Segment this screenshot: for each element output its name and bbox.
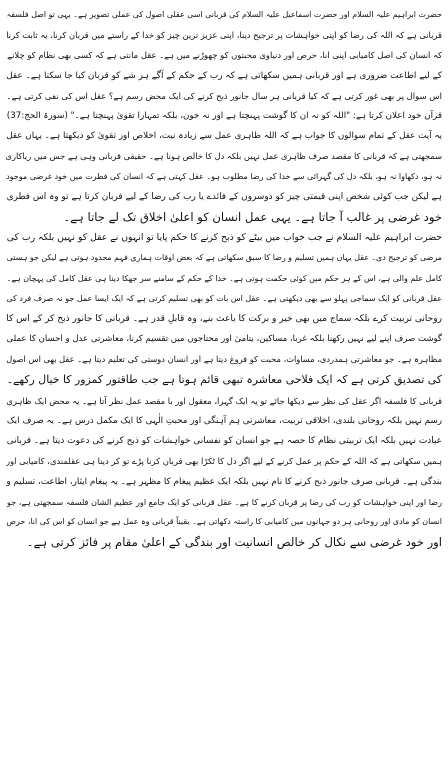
text-line: سمجھتی ہے کہ قربانی کا مقصد صرف ظاہری عمل نہیں بلکہ دل کا خالص ہونا ہے۔ حقیقی قربانی وہی ہے جس میں ریاکاری	[6, 151, 442, 162]
text-line: قربانی ہے کہ اللہ کی رضا کو اپنی خواہشات پر ترجیح دینا، اپنی عزیز ترین چیز کو خدا کے راستے میں قربان کرنا، یہ ثابت کرنا	[6, 30, 442, 41]
text-line: قربانی کا فلسفہ اگر عقل کی نظر سے دیکھا جائے تو یہ ایک گہرا، معقول اور با مقصد عمل نظر آتا ہے۔ یہ محض ایک ظاہری	[6, 395, 442, 406]
text-line: کہ انسان کی اصل کامیابی اپنی انا، حرص اور دنیاوی محبتوں کو چھوڑنے میں ہے۔ عقل مانتی ہے کہ کسی بھی نظام کو چلانے	[7, 50, 442, 61]
text-line: گوشت صرف اپنے لیے نہیں رکھنا بلکہ غربا، مساکین، یتامیٰ اور محتاجوں میں تقسیم کرنا، معاشرتی عدل و احسان کا عملی	[6, 334, 442, 345]
text-line: یہ آیت عقل کے تمام سوالوں کا جواب ہے کہ اللہ ظاہری عمل سے زیادہ نیت، اخلاص اور تقویٰ کو دیکھتا ہے۔ یہاں عقل	[6, 131, 442, 142]
text-line: کامل علم والی ہے، اس کے ہر حکم میں کوئی حکمت ہوتی ہے۔ خدا کے حکم کے سامنے سر جھکا دینا ہی عقل کامل کی پہچان ہے۔	[6, 273, 442, 283]
text-line: کے لیے اطاعت ضروری ہے اور قربانی ہمیں سکھاتی ہے کہ رب کے حکم کے آگے ہر شے کو قربان کیا جا سکتا ہے۔ عقل	[6, 70, 442, 81]
text-line: خود غرضی پر غالب آ جاتا ہے۔ یہی عمل انسان کو اعلیٰ اخلاق تک لے جاتا ہے۔	[63, 210, 442, 225]
article-body	[6, 5, 442, 552]
text-line: بندگی ہے۔ قربانی صرف جانور ذبح کرنے کا نام نہیں بلکہ ایک عظیم پیغام کا مظہر ہے۔ یہ پیغام ایثار، اطاعت، تسلیم و	[6, 476, 442, 487]
text-line: عبادت نہیں بلکہ ایک تربیتی نظام کا حصہ ہے جو انسان کو نفسانی خواہشات کو ذبح کرنے کی دعوت دیتا ہے۔ قربانی	[6, 436, 442, 447]
text-line: ہے لیکن جب کوئی شخص اپنی قیمتی چیز کو دوسروں کے فائدے یا رب کی رضا کے لیے قربان کرتا ہے تو وہ اس فطری	[6, 191, 442, 202]
text-line: اور خود غرضی سے نکال کر خالص انسانیت اور بندگی کے اعلیٰ مقام پر فائز کرتی ہے۔	[26, 535, 442, 550]
text-line: اس سوال پر بھی غور کرتی ہے کہ کیا قربانی ہر سال جانور ذبح کرنے کی ایک محض رسم ہے؟ عقل اس کی نفی کرتی ہے۔	[6, 90, 442, 101]
article-paragraph	[6, 228, 442, 390]
article-paragraph	[6, 391, 442, 553]
text-line: ہمیں سکھاتی ہے کہ اللہ کے حکم پر عمل کرنے کے لیے اگر دل کا ٹکڑا بھی قربان کرنا پڑے تو کر دینا ہی عقلمندی، کامیابی اور	[6, 456, 442, 467]
text-line: رسم نہیں بلکہ روحانی بلندی، اخلاقی تربیت، معاشرتی ہم آہنگی اور محبتِ الٰہی کا ایک مکمل درس ہے۔ یہ صرف ایک	[6, 416, 442, 427]
text-line: عقل قربانی کو ایک سماجی پہلو سے بھی دیکھتی ہے۔ عقل اس بات کو بھی تسلیم کرتی ہے کہ ایک ایسا عمل جو نہ صرف فرد کی	[6, 293, 442, 303]
text-line: انسان کو مادی اور روحانی ہر دو جہانوں میں کامیابی کا راستہ دکھاتی ہے۔ یقیناً قربانی وہ عمل ہے جو انسان کو اس کی انا، حرص	[6, 517, 442, 527]
text-line: روحانی تربیت کرے بلکہ سماج میں بھی خیر و برکت کا باعث بنے، وہ قابلِ قدر ہے۔ قربانی کا جانور ذبح کر کے اس کا	[6, 314, 442, 325]
text-line: نہ ہو، دکھاوا نہ ہو، بلکہ دل کی گہرائی سے خدا کی رضا مطلوب ہو۔ عقل کہتی ہے کہ انسان کی فطرت میں خود غرضی موجود	[6, 171, 442, 181]
text-line: حضرت ابراہیم علیہ السلام اور حضرت اسماعیل علیہ السلام کی قربانی اسی عقلی اصول کی عملی تصویر ہے۔ یہی تو اصل فلسفہ	[6, 10, 442, 19]
text-line: حضرت ابراہیم علیہ السلام نے جب خواب میں بیٹے کو ذبح کرنے کا حکم پایا تو انہوں نے عقل کو نہیں بلکہ رب کی	[6, 232, 442, 244]
text-line: قرآن خود اعلان کرتا ہے: "اللہ کو نہ ان کا گوشت پہنچتا ہے اور نہ خون، بلکہ تمہارا تقویٰ پہنچتا ہے۔" (سورۃ الحج:37)	[6, 111, 442, 122]
text-line: مرضی کو ترجیح دی۔ عقل یہاں ہمیں تسلیم و رضا کا سبق سکھاتی ہے کہ بعض اوقات ہماری فہم محدود ہوتی ہے لیکن جو ہستی	[6, 253, 442, 263]
article-paragraph	[6, 5, 442, 227]
text-line: کی تصدیق کرتی ہے کہ ایک فلاحی معاشرہ تبھی قائم ہوتا ہے جب طاقتور کمزور کا خیال رکھے۔	[6, 372, 442, 386]
text-line: رضا اور اپنی خواہشات کو رب کی رضا پر قربان کرنے کا ہے۔ عقل قربانی کو ایک جامع اور عظیم الشان فلسفہ سمجھتی ہے، جو	[6, 496, 442, 507]
text-line: مظاہرہ ہے۔ جو معاشرتی ہمدردی، مساوات، محبت کو فروغ دیتا ہے اور انسان دوستی کی تعلیم دیتا ہے۔ عقل بھی اس اصول	[6, 354, 442, 365]
